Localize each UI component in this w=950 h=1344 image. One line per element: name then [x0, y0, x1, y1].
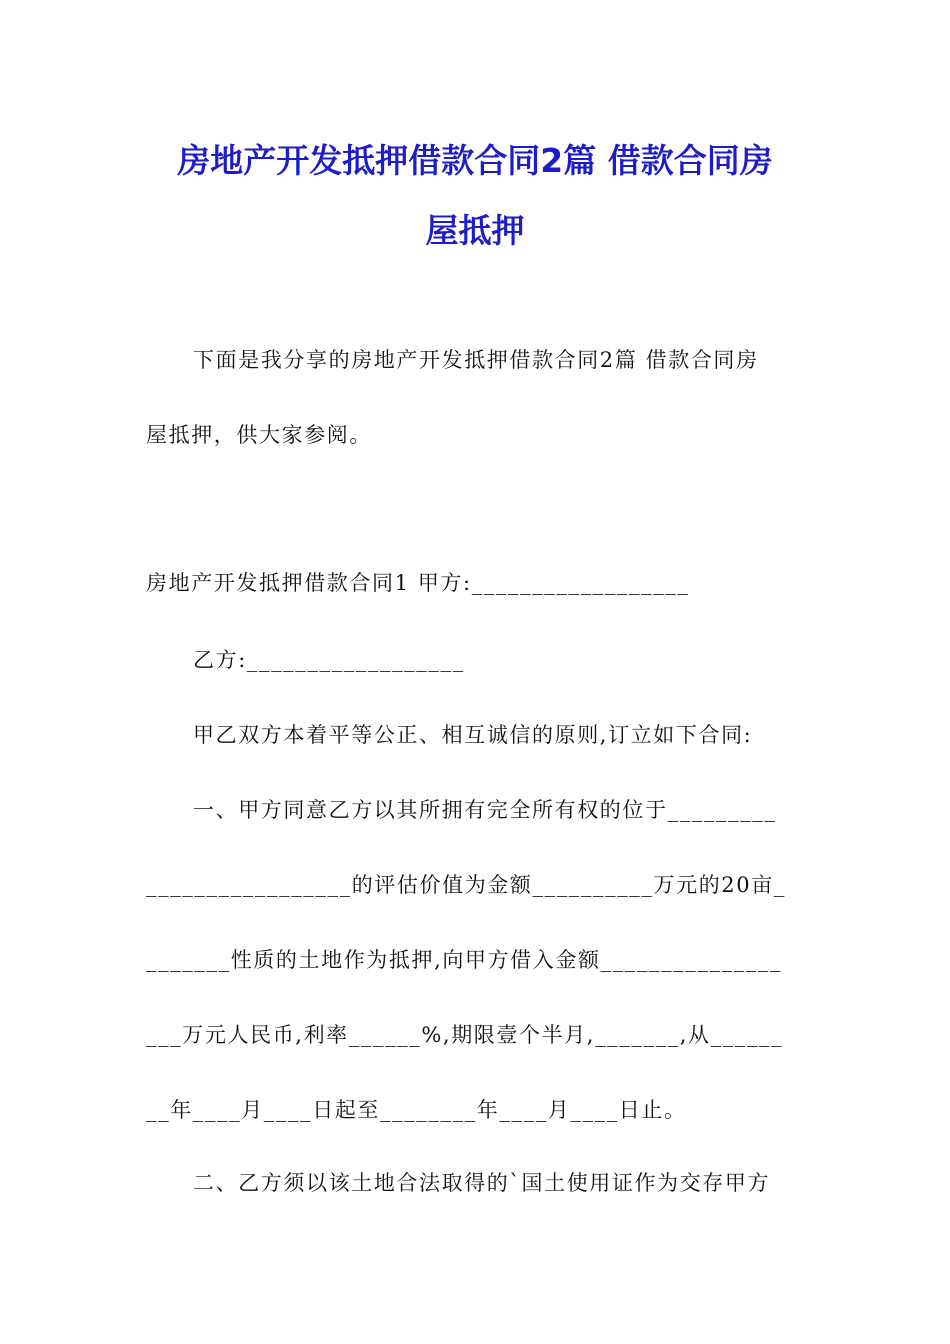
clause-2-line-1: 二、乙方须以该土地合法取得的`国土使用证作为交存甲方: [193, 1171, 771, 1195]
clause-1-line-1: 一、甲方同意乙方以其所拥有完全所有权的位于_________: [193, 798, 777, 822]
contract-heading-party-a: 房地产开发抵押借款合同1 甲方:__________________: [146, 571, 690, 595]
party-b-line: 乙方:__________________: [193, 648, 465, 672]
clause-1-line-2: _________________的评估价值为金额__________万元的20亩_: [146, 873, 786, 897]
principle-paragraph: 甲乙双方本着平等公正、相互诚信的原则,订立如下合同:: [193, 723, 753, 747]
intro-paragraph-line-1: 下面是我分享的房地产开发抵押借款合同2篇 借款合同房: [193, 348, 759, 372]
clause-1-line-4: ___万元人民币,利率______%,期限壹个半月,_______,从______: [146, 1023, 784, 1047]
clause-1-line-5: __年____月____日起至________年____月____日止。: [146, 1098, 687, 1122]
clause-1-line-3: _______性质的土地作为抵押,向甲方借入金额_______________: [146, 948, 783, 972]
document-title-line-2: 屋抵押: [425, 211, 525, 250]
document-title-line-1: 房地产开发抵押借款合同2篇 借款合同房: [177, 141, 773, 180]
intro-paragraph-line-2: 屋抵押，供大家参阅。: [146, 423, 372, 447]
